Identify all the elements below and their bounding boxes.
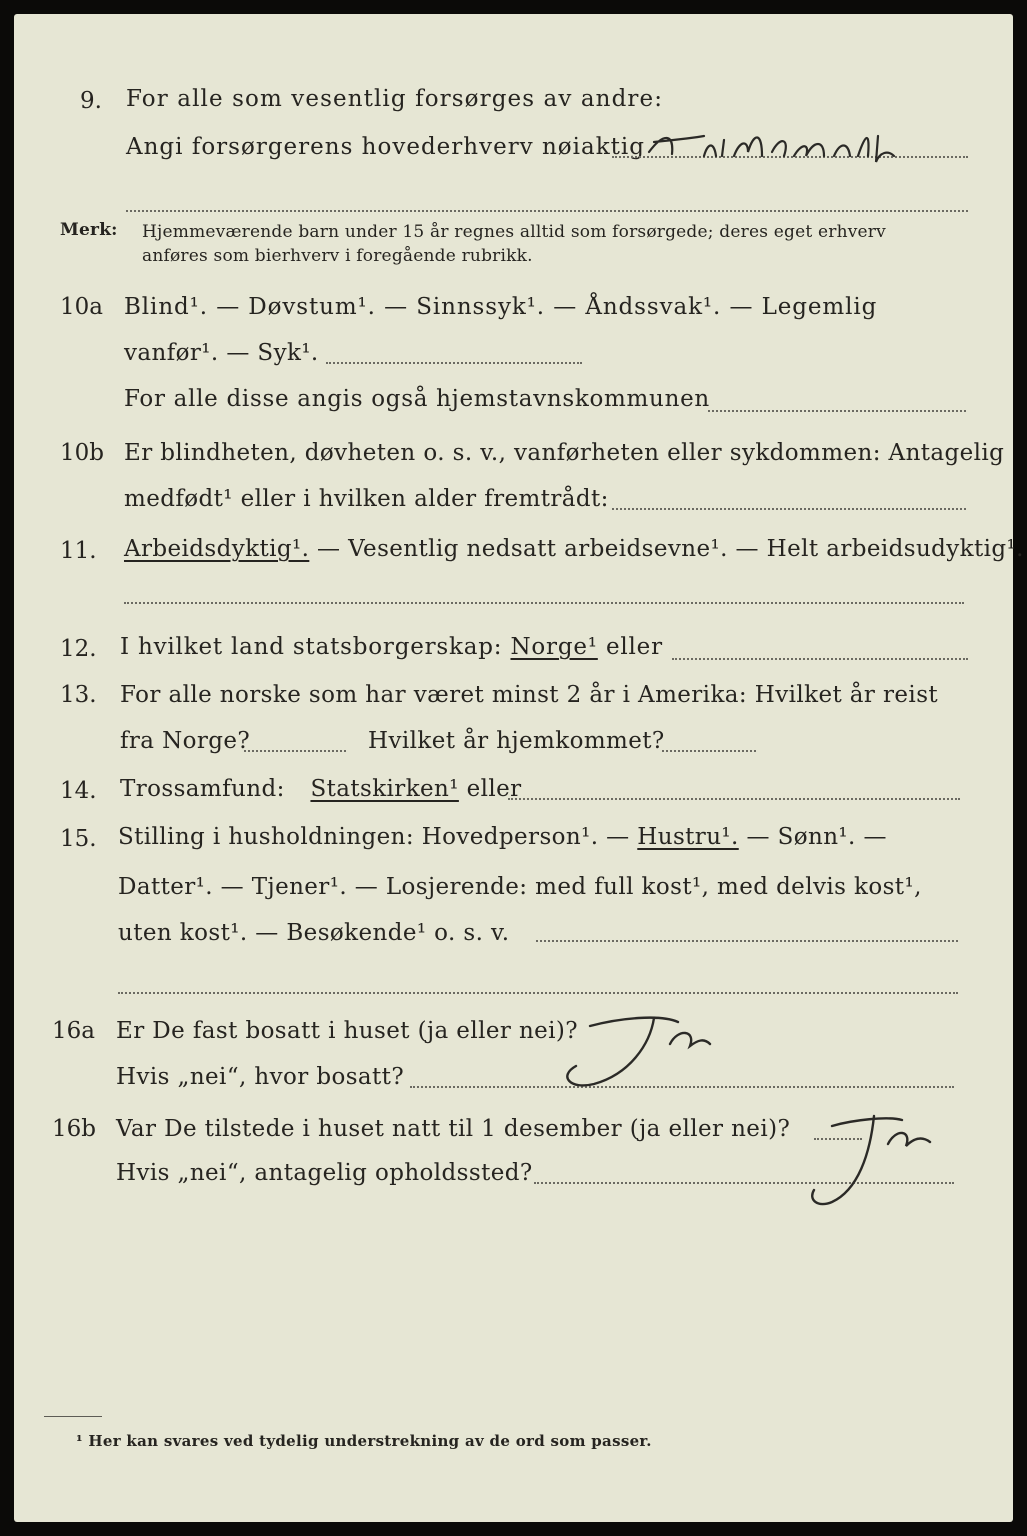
q10b-line1: Er blindheten, døvheten o. s. v., vanførheten eller sykdommen: Antagelig bbox=[124, 440, 1005, 466]
q10a-line3: For alle disse angis også hjemstavnskommunen bbox=[124, 386, 710, 412]
q16a-number: 16a bbox=[52, 1018, 95, 1044]
q15-line3: uten kost¹. — Besøkende¹ o. s. v. bbox=[118, 920, 510, 946]
q14-number: 14. bbox=[60, 778, 97, 804]
q9-number: 9. bbox=[80, 88, 102, 114]
q10a-line1: Blind¹. — Døvstum¹. — Sinnssyk¹. — Åndssvak¹. — Legemlig bbox=[124, 294, 878, 320]
q13-line1: For alle norske som har været minst 2 år i Amerika: Hvilket år reist bbox=[120, 682, 939, 708]
q10a-answer-line bbox=[326, 362, 582, 364]
q9-line1: For alle som vesentlig forsørges av andre: bbox=[126, 86, 664, 112]
q14-answer-line bbox=[508, 798, 960, 800]
q16b-answer-text: Ja bbox=[792, 1104, 793, 1105]
q10b-answer-line bbox=[612, 508, 966, 510]
q10b-number: 10b bbox=[60, 440, 104, 466]
q14-prefix: Trossamfund: bbox=[120, 776, 285, 802]
q10a-hometown-line bbox=[708, 410, 966, 412]
q12-answer-line bbox=[672, 658, 968, 660]
q13-line2b: Hvilket år hjemkommet? bbox=[368, 728, 665, 754]
merk-line2: anføres som bierhverv i foregående rubrikk. bbox=[142, 246, 533, 266]
q11-rest: — Vesentlig nedsatt arbeidsevne¹. — Helt arbeidsudyktig¹. bbox=[317, 536, 1024, 562]
q12-prefix: I hvilket land statsborgerskap: bbox=[120, 634, 503, 660]
q13-left-year-line bbox=[244, 750, 346, 752]
q15-answer-line bbox=[536, 940, 958, 942]
q9-answer-text: Fiskehandel bbox=[644, 122, 651, 123]
q15-line1 bbox=[118, 824, 887, 850]
q13-return-year-line bbox=[662, 750, 756, 752]
q10b-line2: medfødt¹ eller i hvilken alder fremtrådt: bbox=[124, 486, 609, 512]
q12-number: 12. bbox=[60, 636, 97, 662]
q12-option-norge[interactable]: Norge¹ bbox=[510, 634, 598, 660]
q14-line bbox=[120, 776, 522, 802]
census-form-page bbox=[14, 14, 1024, 1522]
q9-handwritten-answer bbox=[644, 122, 904, 172]
q15-line1a: Stilling i husholdningen: Hovedperson¹. — bbox=[118, 824, 630, 850]
q15-extra-line bbox=[118, 992, 958, 994]
merk-label: Merk: bbox=[60, 220, 118, 240]
q11-extra-line bbox=[124, 602, 964, 604]
q16b-handwritten-answer bbox=[792, 1104, 942, 1214]
q11-number: 11. bbox=[60, 538, 97, 564]
q15-line1b: — Sønn¹. — bbox=[746, 824, 887, 850]
q16b-number: 16b bbox=[52, 1116, 96, 1142]
q15-number: 15. bbox=[60, 826, 97, 852]
q16a-line1: Er De fast bosatt i huset (ja eller nei)? bbox=[116, 1018, 579, 1044]
q11-option-arbeidsdyktig[interactable]: Arbeidsdyktig¹. bbox=[124, 536, 310, 562]
q13-line2a: fra Norge? bbox=[120, 728, 251, 754]
q16b-line2: Hvis „nei“, antagelig opholdssted? bbox=[116, 1160, 533, 1186]
footnote-text: ¹ Her kan svares ved tydelig understrekning av de ord som passer. bbox=[76, 1432, 652, 1450]
q14-option-statskirken[interactable]: Statskirken¹ bbox=[310, 776, 459, 802]
q13-number: 13. bbox=[60, 682, 97, 708]
q16b-line1: Var De tilstede i huset natt til 1 desember (ja eller nei)? bbox=[116, 1116, 791, 1142]
q12-suffix: eller bbox=[605, 634, 663, 660]
q9-extra-line bbox=[126, 210, 968, 212]
q9-line2: Angi forsørgerens hovederhverv nøiaktig bbox=[126, 134, 645, 160]
q16a-answer-text: Ja bbox=[550, 1004, 551, 1005]
q10a-number: 10a bbox=[60, 294, 103, 320]
q10a-line2: vanfør¹. — Syk¹. bbox=[124, 340, 319, 366]
q11-line bbox=[124, 536, 1024, 562]
q16a-line2: Hvis „nei“, hvor bosatt? bbox=[116, 1064, 405, 1090]
q15-line2: Datter¹. — Tjener¹. — Losjerende: med full kost¹, med delvis kost¹, bbox=[118, 874, 922, 900]
q14-suffix: eller bbox=[466, 776, 522, 802]
q15-option-hustru[interactable]: Hustru¹. bbox=[637, 824, 739, 850]
q12-line bbox=[120, 634, 663, 660]
footnote-rule bbox=[44, 1416, 102, 1417]
q16a-handwritten-answer bbox=[550, 1004, 720, 1094]
merk-line1: Hjemmeværende barn under 15 år regnes alltid som forsørgede; deres eget erhverv bbox=[142, 222, 886, 242]
